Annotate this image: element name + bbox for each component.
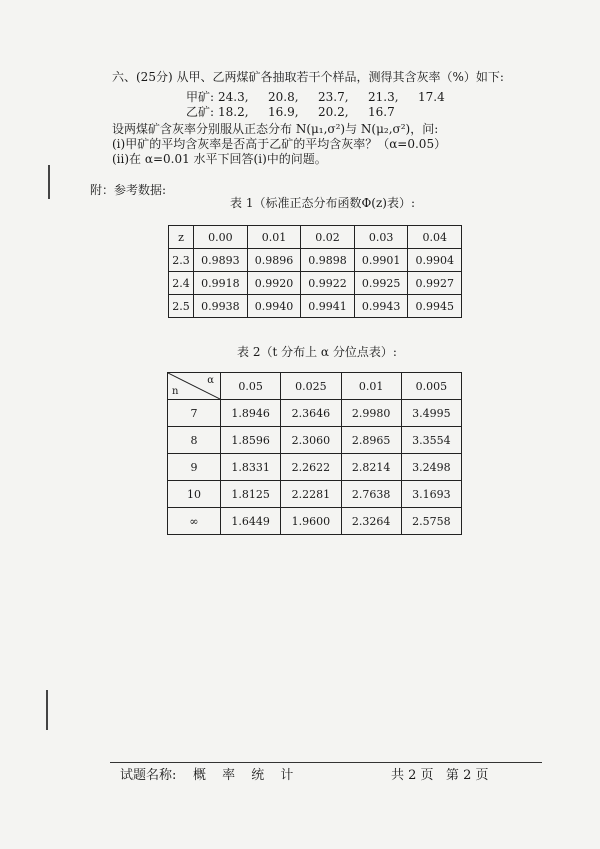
table-header-row: z 0.00 0.01 0.02 0.03 0.04 bbox=[169, 226, 462, 249]
question-1: (i)甲矿的平均含灰率是否高于乙矿的平均含灰率？（α=0.05） bbox=[112, 137, 447, 151]
table-row: ∞ 1.6449 1.9600 2.3264 2.5758 bbox=[168, 508, 462, 535]
question-2: (ii)在 α=0.01 水平下回答(i)中的问题。 bbox=[112, 152, 327, 166]
mine-b-values: 乙矿: 18.2, 16.9, 20.2, 16.7 bbox=[186, 105, 395, 119]
table-row: 9 1.8331 2.2622 2.8214 3.2498 bbox=[168, 454, 462, 481]
problem-assumption: 设两煤矿含灰率分别服从正态分布 N(μ₁,σ²)与 N(μ₂,σ²)，问: bbox=[112, 122, 439, 136]
mine-a-label: 甲矿: bbox=[186, 90, 215, 104]
table2-caption: 表 2（t 分布上 α 分位点表）: bbox=[237, 345, 397, 359]
mine-b-label: 乙矿: bbox=[186, 105, 215, 119]
table-header-row: α n 0.05 0.025 0.01 0.005 bbox=[168, 373, 462, 400]
table-row: 2.3 0.9893 0.9896 0.9898 0.9901 0.9904 bbox=[169, 249, 462, 272]
appendix-label: 附：参考数据: bbox=[90, 183, 167, 197]
margin-mark-bottom bbox=[46, 690, 48, 730]
footer-divider bbox=[110, 762, 542, 763]
table-row: 10 1.8125 2.2281 2.7638 3.1693 bbox=[168, 481, 462, 508]
footer-title-value: 概 率 统 计 bbox=[193, 768, 300, 783]
mine-a-values: 甲矿: 24.3, 20.8, 23.7, 21.3, 17.4 bbox=[186, 90, 445, 104]
problem-intro: 六、(25分) 从甲、乙两煤矿各抽取若干个样品，测得其含灰率（%）如下: bbox=[112, 70, 504, 84]
table-row: 7 1.8946 2.3646 2.9980 3.4995 bbox=[168, 400, 462, 427]
footer-page-count: 共 2 页 第 2 页 bbox=[391, 768, 489, 783]
table-row: 2.5 0.9938 0.9940 0.9941 0.9943 0.9945 bbox=[169, 295, 462, 318]
table1-caption: 表 1（标准正态分布函数Φ(z)表）: bbox=[230, 196, 416, 210]
table-row: 2.4 0.9918 0.9920 0.9922 0.9925 0.9927 bbox=[169, 272, 462, 295]
footer-title-label: 试题名称: bbox=[120, 768, 177, 783]
margin-mark-top bbox=[48, 165, 50, 199]
table-corner-cell: α n bbox=[168, 373, 221, 400]
table-row: 8 1.8596 2.3060 2.8965 3.3554 bbox=[168, 427, 462, 454]
normal-distribution-table bbox=[168, 225, 462, 318]
t-distribution-table bbox=[167, 372, 462, 535]
